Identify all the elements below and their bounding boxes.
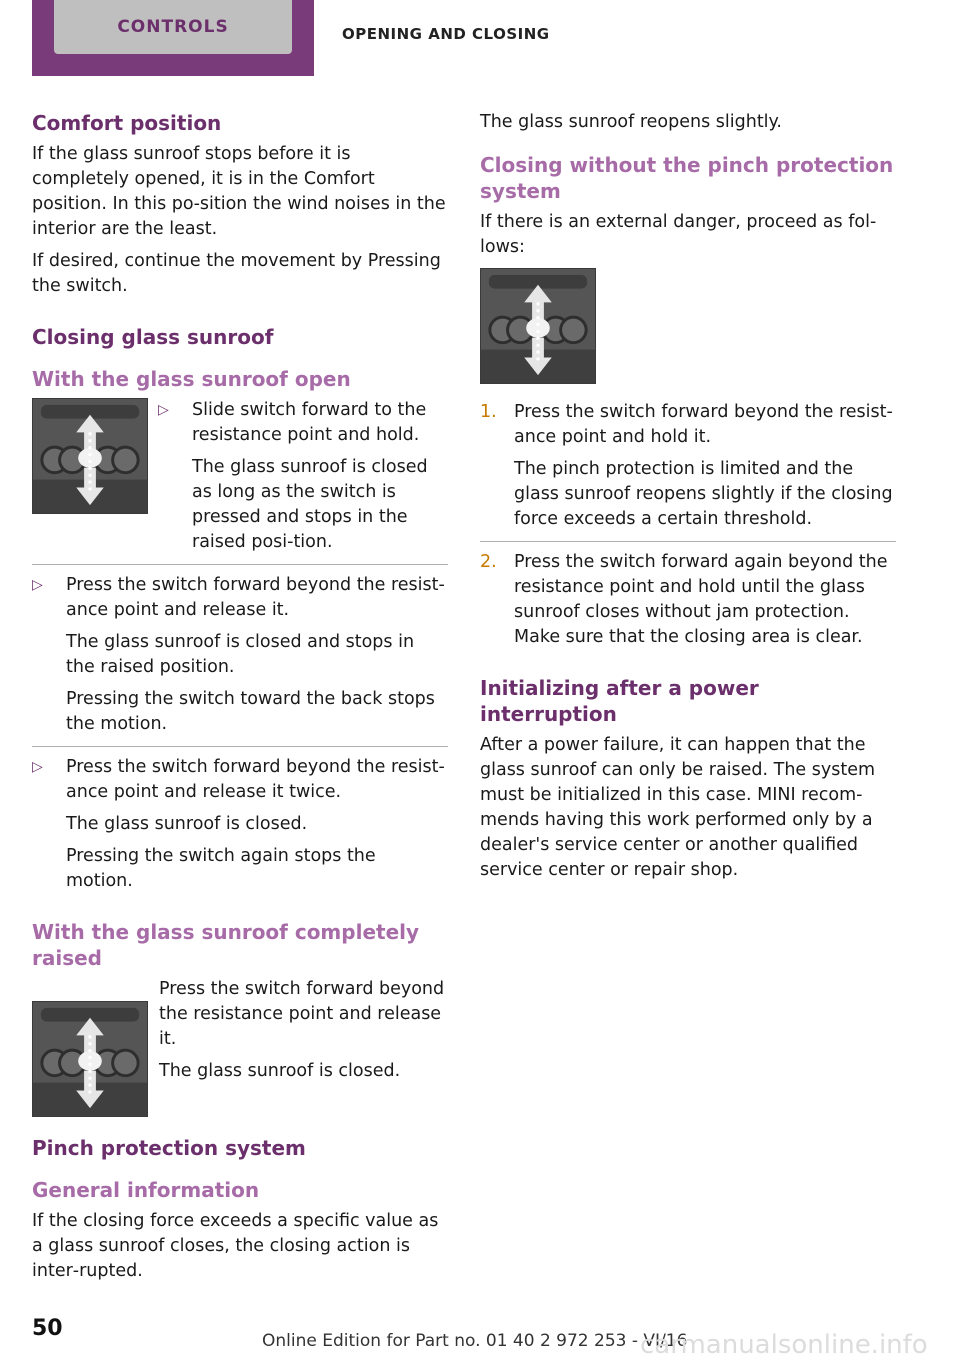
- triangle-right-icon: ▷: [158, 402, 169, 418]
- init-heading: Initializing after a power interruption: [480, 676, 759, 726]
- open-subheading: With the glass sunroof open: [32, 367, 351, 391]
- list-item: 2. Press the switch forward again beyond the resistance point and hold until the glass sunroof closes without jam protection. Make sure that the closing area is clear.: [480, 552, 888, 647]
- comfort-paragraph: If the glass sunroof stops before it is completely opened, it is in the Comfort position. In this po‐sition the wind noises in the interior are the least.: [32, 144, 446, 239]
- general-info-subheading: General information: [32, 1178, 260, 1202]
- divider: [480, 541, 896, 542]
- list-item: 1. Press the switch forward beyond the resist‐ance point and hold it. The pinch protection is limited and the glass sunroof reopens slightly if the closing force exceeds a certain threshold.: [480, 402, 893, 529]
- bullet-with-image: [32, 398, 448, 562]
- divider: [32, 746, 448, 747]
- list-item: ▷ Press the switch forward beyond the resist‐ance point and release it twice. The glass sunroof is closed. Pressing the switch again stops the motion.: [32, 755, 448, 901]
- divider: [32, 564, 448, 565]
- without-pinch-subheading: Closing without the pinch protection system: [480, 153, 894, 203]
- comfort-heading: Comfort position: [32, 111, 222, 135]
- section-title: OPENING AND CLOSING: [342, 25, 550, 43]
- triangle-right-icon: ▷: [32, 577, 43, 593]
- sunroof-switch-icon: [480, 268, 596, 384]
- right-column: The glass sunroof reopens slightly. Closing without the pinch protection system If there is an external danger, proceed as fol‐lows: 1. Press the switch forward beyond the resist‐ance point and hold it. The pinch protection is limited and the glass sunroof reopens slightly if the closing force exceeds a certain threshold. 2. Press the switch forward again beyond the resistance point and hold until the glass sunroof closes without jam protection. Make sure that the closing area is clear. Initializing after a power interruption After a power failure, it can happen that the glass sunroof can only be raised. The system must be initialized in this case. MINI recom‐mends having this work performed only by a dealer's service center or another qualified service center or repair shop.: [480, 110, 896, 890]
- raised-subheading: With the glass sunroof completely raised: [32, 920, 420, 970]
- sunroof-switch-icon: [32, 1001, 148, 1117]
- page-number: 50: [32, 1316, 63, 1341]
- raised-block: Press the switch forward beyond the resistance point and release it. The glass sunroof is closed.: [32, 977, 448, 1117]
- edition-text: Online Edition for Part no. 01 40 2 972 253 - VI/16: [262, 1331, 688, 1351]
- pinch-heading: Pinch protection system: [32, 1136, 306, 1160]
- comfort-paragraph-2: If desired, continue the movement by Pressing the switch.: [32, 251, 441, 296]
- triangle-right-icon: ▷: [32, 759, 43, 775]
- chapter-tab-label: CONTROLS: [54, 0, 292, 54]
- list-item: ▷ Press the switch forward beyond the resist‐ance point and release it. The glass sunroof is closed and stops in the raised position. Pressing the switch toward the back stops the motion.: [32, 573, 448, 744]
- list-item: ▷ Slide switch forward to the resistance point and hold. The glass sunroof is closed as long as the switch is pressed and stops in the raised posi‐tion.: [158, 398, 448, 562]
- chapter-tab[interactable]: [32, 0, 314, 76]
- sunroof-switch-icon: [32, 398, 148, 514]
- watermark: carmanualsonline.info: [640, 1330, 928, 1360]
- closing-heading: Closing glass sunroof: [32, 325, 274, 349]
- left-column: Comfort position If the glass sunroof stops before it is completely opened, it is in the Comfort position. In this po‐sition the wind noises in the interior are the least. If desired, continue the movement by Pressing the switch. Closing glass sunroof With the glass sunroof open ▷ Slide switch forward to the resistance point and hold. The glass sunroof is closed as long as the switch is pressed and stops in the raised posi‐tion. ▷ Press the switch forward beyond the resist‐ance point and release it. The glass sunroof is closed and stops in the raised position. Pressing the switch toward the back stops the motion. ▷ Press the switch forward beyond the resist‐ance point and release it twice. The glass sunroof is closed. Pressing the switch again stops the motion. With the glass sunroof completely raised Press the switch forward beyond the resistance point and release it. The glass sunroof is closed. Pinch protection system General information If the closing force exceeds a specific value as a glass sunroof closes, the closing action is inter‐rupted.: [32, 110, 448, 1291]
